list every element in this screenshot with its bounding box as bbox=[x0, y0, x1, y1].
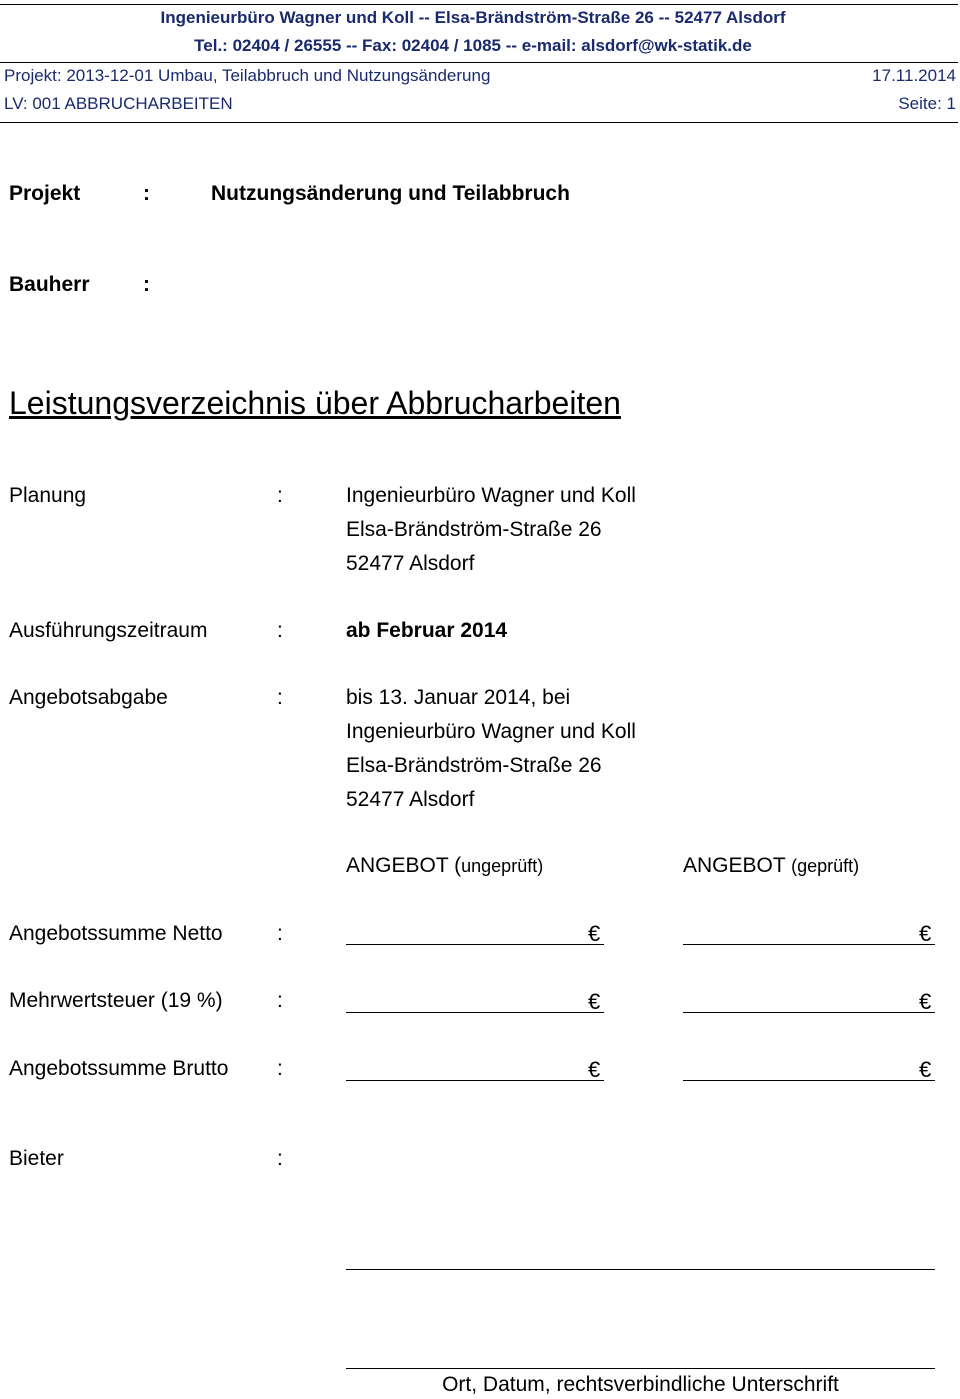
sum-mwst-checked-line bbox=[683, 1012, 935, 1013]
header-company-address: Ingenieurbüro Wagner und Koll -- Elsa-Brändström-Straße 26 -- 52477 Alsdorf bbox=[160, 8, 786, 27]
column-header-unchecked-main: ANGEBOT ( bbox=[346, 854, 462, 877]
bauherr-label: Bauherr bbox=[9, 273, 90, 296]
planung-label: Planung bbox=[9, 484, 87, 507]
header-date: 17.11.2014 bbox=[872, 66, 956, 85]
sum-netto-label: Angebotssumme Netto bbox=[9, 922, 223, 945]
planung-line-2: Elsa-Brändström-Straße 26 bbox=[346, 518, 602, 541]
sum-brutto-label: Angebotssumme Brutto bbox=[9, 1057, 229, 1080]
sum-netto-unchecked-euro: € bbox=[588, 921, 601, 946]
column-header-unchecked-sub: ungeprüft) bbox=[461, 856, 544, 876]
planung-line-3: 52477 Alsdorf bbox=[346, 552, 475, 575]
bieter-colon: : bbox=[277, 1147, 283, 1170]
sum-brutto-colon: : bbox=[277, 1057, 283, 1080]
sum-netto-unchecked-line bbox=[346, 944, 604, 945]
sum-brutto-checked-euro: € bbox=[919, 1057, 932, 1082]
signature-caption: Ort, Datum, rechtsverbindliche Unterschrift bbox=[442, 1373, 839, 1396]
ausfuehrung-value: ab Februar 2014 bbox=[346, 619, 508, 642]
column-header-unchecked bbox=[346, 854, 543, 878]
planung-line-1: Ingenieurbüro Wagner und Koll bbox=[346, 484, 636, 507]
ausfuehrung-colon: : bbox=[277, 619, 283, 642]
header-project: Projekt: 2013-12-01 Umbau, Teilabbruch und Nutzungsänderung bbox=[4, 66, 491, 85]
angebotsabgabe-line-4: 52477 Alsdorf bbox=[346, 788, 475, 811]
sum-netto-checked-euro: € bbox=[919, 921, 932, 946]
sum-brutto-unchecked-euro: € bbox=[588, 1057, 601, 1082]
bauherr-colon: : bbox=[143, 273, 150, 296]
sum-netto-colon: : bbox=[277, 922, 283, 945]
sum-mwst-colon: : bbox=[277, 989, 283, 1012]
header-top-rule bbox=[0, 4, 958, 5]
project-colon: : bbox=[143, 182, 150, 205]
angebotsabgabe-line-3: Elsa-Brändström-Straße 26 bbox=[346, 754, 602, 777]
angebotsabgabe-label: Angebotsabgabe bbox=[9, 686, 168, 709]
sum-brutto-unchecked-line bbox=[346, 1080, 604, 1081]
project-label: Projekt bbox=[9, 182, 81, 205]
angebotsabgabe-colon: : bbox=[277, 686, 283, 709]
angebotsabgabe-line-2: Ingenieurbüro Wagner und Koll bbox=[346, 720, 636, 743]
signature-line bbox=[346, 1368, 935, 1369]
header-bottom-rule bbox=[0, 122, 958, 123]
header-mid-rule bbox=[0, 62, 958, 63]
sum-mwst-unchecked-euro: € bbox=[588, 989, 601, 1014]
sum-mwst-unchecked-line bbox=[346, 1012, 604, 1013]
bieter-label: Bieter bbox=[9, 1147, 64, 1170]
bieter-address-line bbox=[346, 1269, 935, 1270]
header-contact: Tel.: 02404 / 26555 -- Fax: 02404 / 1085 -- e-mail: alsdorf@wk-statik.de bbox=[194, 36, 752, 55]
header-page-number: Seite: 1 bbox=[898, 94, 956, 113]
column-header-checked-sub: (geprüft) bbox=[791, 856, 860, 876]
header-lv: LV: 001 ABBRUCHARBEITEN bbox=[4, 94, 233, 113]
column-header-checked bbox=[683, 854, 859, 878]
angebotsabgabe-line-1: bis 13. Januar 2014, bei bbox=[346, 686, 571, 709]
sum-brutto-checked-line bbox=[683, 1080, 935, 1081]
column-header-checked-main: ANGEBOT bbox=[683, 854, 792, 877]
project-value: Nutzungsänderung und Teilabbruch bbox=[211, 182, 570, 205]
sum-mwst-label: Mehrwertsteuer (19 %) bbox=[9, 989, 223, 1012]
sum-mwst-checked-euro: € bbox=[919, 989, 932, 1014]
document-title: Leistungsverzeichnis über Abbrucharbeiten bbox=[9, 385, 621, 421]
sum-netto-checked-line bbox=[683, 944, 935, 945]
ausfuehrung-label: Ausführungszeitraum bbox=[9, 619, 208, 642]
planung-colon: : bbox=[277, 484, 283, 507]
